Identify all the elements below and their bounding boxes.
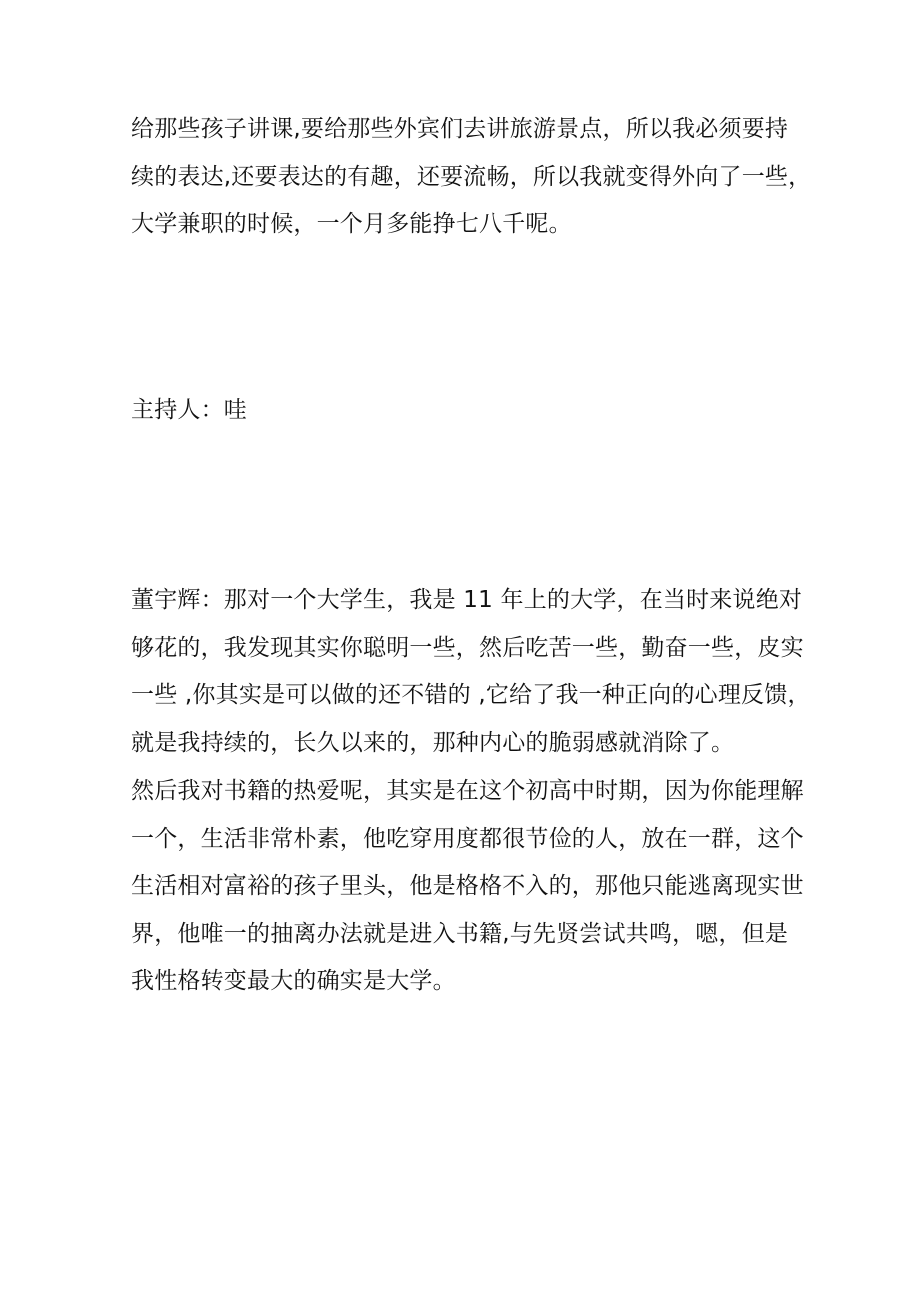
text-line: 主持人：哇 [131,397,247,423]
text-line: 就是我持续的，长久以来的，那种内心的脆弱感就消除了。 [131,729,735,756]
paragraph-books [131,768,807,1006]
text-line: 大学兼职的时候，一个月多能挣七八千呢。 [131,211,572,237]
text-line: 给那些孩子讲课,要给那些外宾们去讲旅游景点，所以我必须要持 [131,116,789,142]
paragraph-1 [131,106,812,249]
text-line: 够花的，我发现其实你聪明一些，然后吃苦一些，勤奋一些，皮实 [131,634,804,661]
text-line: 一个，生活非常朴素，他吃穿用度都很节俭的人，放在一群，这个 [131,825,804,852]
paragraph-host [131,387,807,435]
text-line: 一些 ,你其实是可以做的还不错的 ,它给了我一种正向的心理反馈， [131,682,811,708]
text-line: 生活相对富裕的孩子里头，他是格格不入的，那他只能逃离现实世 [131,873,804,899]
text-line: 然后我对书籍的热爱呢，其实是在这个初高中时期，因为你能理解 [131,778,804,804]
text-line: 我性格转变最大的确实是大学。 [131,968,456,994]
text-line: 董宇辉：那对一个大学生，我是 11 年上的大学，在当时来说绝对 [131,587,803,613]
text-line: 界，他唯一的抽离办法就是进入书籍,与先贤尝试共鸣，嗯，但是 [131,920,789,947]
text-line: 续的表达,还要表达的有趣，还要流畅，所以我就变得外向了一些， [131,163,812,190]
paragraph-dong-yuhui [131,577,811,767]
